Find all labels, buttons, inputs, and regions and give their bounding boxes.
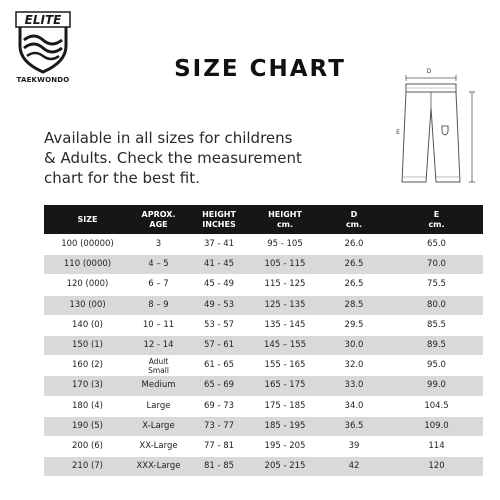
height-cm-cell: 175 - 185	[252, 397, 318, 416]
e-cell: 89.5	[390, 336, 483, 355]
height-cm-cell: 195 - 205	[252, 437, 318, 456]
e-cell: 75.5	[390, 275, 483, 294]
size-cell: 210 (7)	[44, 457, 131, 476]
age-cell: X-Large	[131, 417, 186, 436]
height-cm-cell: 205 - 215	[252, 457, 318, 476]
logo-subtitle: TAEKWONDO	[16, 76, 70, 84]
height-cm-cell: 145 – 155	[252, 336, 318, 355]
size-cell: 110 (0000)	[44, 255, 131, 274]
d-cell: 33.0	[318, 376, 390, 395]
age-cell: 3	[131, 235, 186, 254]
table-row	[44, 457, 483, 476]
intro-line: Available in all sizes for childrens	[44, 129, 293, 147]
height-cm-cell: 155 - 165	[252, 356, 318, 375]
height-cm-cell: 115 - 125	[252, 275, 318, 294]
d-cell: 26.5	[318, 255, 390, 274]
age-line: Adult	[148, 356, 169, 366]
height-inches-cell: 81 - 85	[186, 457, 252, 476]
height-inches-cell: 77 - 81	[186, 437, 252, 456]
elite-taekwondo-logo	[12, 10, 74, 84]
height-inches-cell: 73 - 77	[186, 417, 252, 436]
shield-logo-icon	[12, 10, 74, 74]
size-cell: 120 (000)	[44, 275, 131, 294]
height-inches-cell: 41 - 45	[186, 255, 252, 274]
e-cell: 95.0	[390, 356, 483, 375]
table-row	[44, 235, 483, 254]
column-header-size: SIZE	[44, 205, 131, 234]
e-cell: 85.5	[390, 316, 483, 335]
age-cell: 4 – 5	[131, 255, 186, 274]
table-row	[44, 417, 483, 436]
height-inches-cell: 45 - 49	[186, 275, 252, 294]
e-cell: 80.0	[390, 296, 483, 315]
column-header-height-cm: HEIGHT cm.	[252, 205, 318, 234]
e-cell: 70.0	[390, 255, 483, 274]
d-cell: 30.0	[318, 336, 390, 355]
height-cm-cell: 105 - 115	[252, 255, 318, 274]
pants-icon	[392, 64, 492, 194]
age-cell: XX-Large	[131, 437, 186, 456]
table-row	[44, 397, 483, 416]
e-cell: 109.0	[390, 417, 483, 436]
size-cell: 200 (6)	[44, 437, 131, 456]
page-title: SIZE CHART	[174, 56, 346, 82]
height-inches-cell: 49 - 53	[186, 296, 252, 315]
age-cell: 10 – 11	[131, 316, 186, 335]
size-cell: 190 (5)	[44, 417, 131, 436]
age-cell	[131, 356, 186, 375]
size-cell: 100 (00000)	[44, 235, 131, 254]
d-cell: 26.5	[318, 275, 390, 294]
e-cell: 104.5	[390, 397, 483, 416]
size-cell: 170 (3)	[44, 376, 131, 395]
d-cell: 29.5	[318, 316, 390, 335]
e-cell: 99.0	[390, 376, 483, 395]
logo-wordmark: ELITE	[24, 13, 62, 27]
d-cell: 26.0	[318, 235, 390, 254]
age-cell: 8 – 9	[131, 296, 186, 315]
age-cell: Large	[131, 397, 186, 416]
table-row	[44, 316, 483, 335]
height-inches-cell: 61 - 65	[186, 356, 252, 375]
column-header-e: E cm.	[390, 205, 483, 234]
pants-measurement-diagram	[392, 64, 492, 194]
table-row	[44, 336, 483, 355]
size-cell: 140 (0)	[44, 316, 131, 335]
size-cell: 180 (4)	[44, 397, 131, 416]
intro-line: & Adults. Check the measurement	[44, 149, 302, 167]
d-cell: 42	[318, 457, 390, 476]
table-row	[44, 437, 483, 456]
d-cell: 32.0	[318, 356, 390, 375]
size-cell: 160 (2)	[44, 356, 131, 375]
dimension-d-label: D	[426, 68, 432, 75]
age-cell: Medium	[131, 376, 186, 395]
table-row	[44, 376, 483, 395]
e-cell: 120	[390, 457, 483, 476]
age-cell: 6 – 7	[131, 275, 186, 294]
table-row	[44, 275, 483, 294]
height-cm-cell: 125 - 135	[252, 296, 318, 315]
height-inches-cell: 65 - 69	[186, 376, 252, 395]
intro-text	[44, 128, 344, 188]
column-header-age: APROX. AGE	[131, 205, 186, 234]
table-row	[44, 296, 483, 315]
table-row	[44, 356, 483, 375]
d-cell: 34.0	[318, 397, 390, 416]
e-cell: 65.0	[390, 235, 483, 254]
height-inches-cell: 69 - 73	[186, 397, 252, 416]
height-inches-cell: 57 - 61	[186, 336, 252, 355]
size-chart-table	[44, 204, 483, 477]
column-header-height-inches: HEIGHT INCHES	[186, 205, 252, 234]
intro-line: chart for the best fit.	[44, 169, 200, 187]
table-header-row	[44, 205, 483, 234]
column-header-d: D cm.	[318, 205, 390, 234]
height-cm-cell: 165 - 175	[252, 376, 318, 395]
age-cell: 12 - 14	[131, 336, 186, 355]
age-line: Small	[148, 365, 169, 375]
height-cm-cell: 135 - 145	[252, 316, 318, 335]
d-cell: 28.5	[318, 296, 390, 315]
height-cm-cell: 185 - 195	[252, 417, 318, 436]
height-cm-cell: 95 - 105	[252, 235, 318, 254]
size-cell: 150 (1)	[44, 336, 131, 355]
dimension-e-label: E	[396, 129, 400, 136]
size-cell: 130 (00)	[44, 296, 131, 315]
height-inches-cell: 53 - 57	[186, 316, 252, 335]
height-inches-cell: 37 - 41	[186, 235, 252, 254]
e-cell: 114	[390, 437, 483, 456]
table-row	[44, 255, 483, 274]
age-cell: XXX-Large	[131, 457, 186, 476]
d-cell: 39	[318, 437, 390, 456]
d-cell: 36.5	[318, 417, 390, 436]
